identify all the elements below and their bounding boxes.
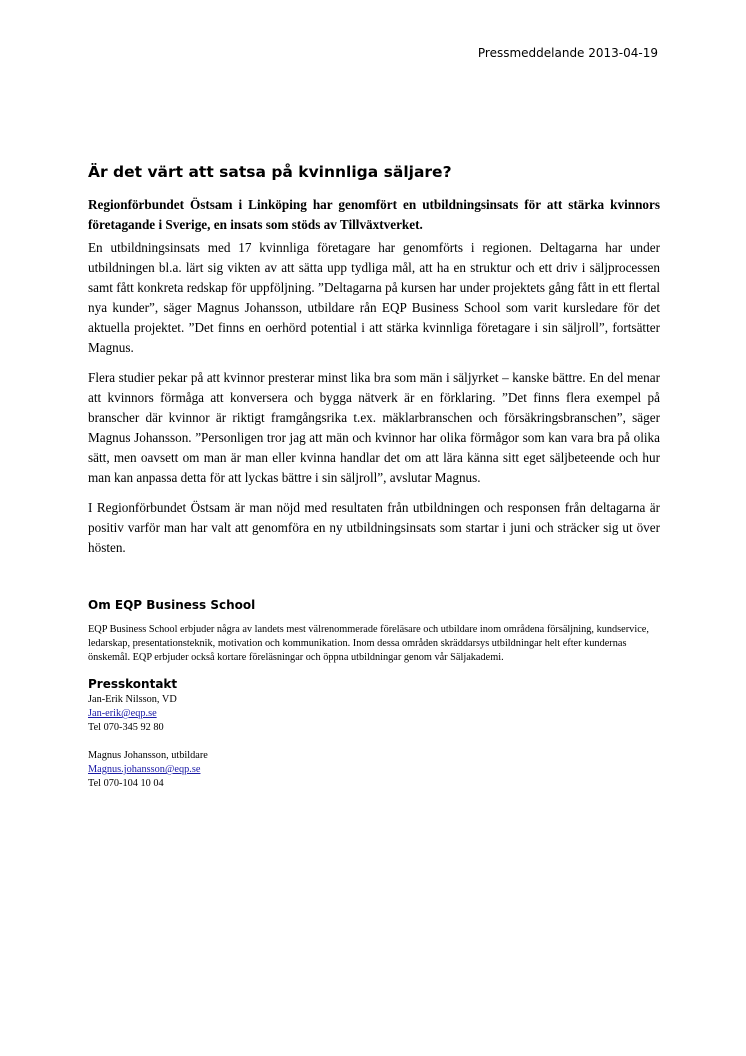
about-text: EQP Business School erbjuder några av landets mest välrenommerade föreläsare och utbildare inom områdena försäljning, kundservice, ledarskap, presentationsteknik, motivation och kommunikation. Inom dessa områden skräddarsys utbildningar helt efter kundernas önskemål. EQP erbjuder också kortare föreläsningar och öppna utbildningar genom vår Säljakademi. bbox=[88, 624, 649, 663]
paragraph-1: En utbildningsinsats med 17 kvinnliga företagare har genomförts i regionen. Deltagarna har under utbildningen bl.a. lärt sig vikten av att sätta upp tydliga mål, att ha en struktur och ett driv i säljprocessen samt fått konkreta redskap för uppföljning. ”Deltagarna på kursen har under projektets gång fått in ett flertal nya kunder”, säger Magnus Johansson, utbildare rån EQP Business School som varit kursledare för det aktuella projektet. ”Det finns en oerhörd potential i att stärka kvinnliga företagare i sin säljroll”, fortsätter Magnus. bbox=[88, 240, 660, 355]
contact-email-link[interactable]: Jan-erik@eqp.se bbox=[88, 708, 157, 719]
contact-phone: Tel 070-104 10 04 bbox=[88, 778, 164, 789]
headline: Är det värt att satsa på kvinnliga säljare? bbox=[88, 163, 452, 181]
ingress: Regionförbundet Östsam i Linköping har genomfört en utbildningsinsats för att stärka kvinnors företagande i Sverige, en insats som stöds av Tillväxtverket. bbox=[88, 197, 660, 232]
contact-name: Magnus Johansson, utbildare bbox=[88, 750, 208, 761]
article-body bbox=[88, 163, 660, 805]
contact-card bbox=[88, 749, 660, 791]
paragraph-3: I Regionförbundet Östsam är man nöjd med resultaten från utbildningen och responsen från deltagarna är positiv varför man har valt att genomföra en ny utbildningsinsats som startar i juni och sträcker sig ut över hösten. bbox=[88, 500, 660, 555]
paragraph-2: Flera studier pekar på att kvinnor presterar minst lika bra som män i säljyrket – kanske bättre. En del menar att kvinnors förmåga att konversera och bygga nätverk är en förklaring. ”Det finns flera exempel på branscher där kvinnor är riktigt framgångsrika t.ex. mäklarbranschen och försäkringsbranschen”, säger Magnus Johansson. ”Personligen tror jag att män och kvinnor har olika förmågor som kan vara bra på olika sätt, men oavsett om man är man eller kvinna handlar det om att lära känna sitt eget säljbeteende och hur man kan anpassa detta för att lyckas bättre i sin säljroll”, avslutar Magnus. bbox=[88, 370, 660, 485]
contact-phone: Tel 070-345 92 80 bbox=[88, 722, 164, 733]
contact-email-link[interactable]: Magnus.johansson@eqp.se bbox=[88, 764, 201, 775]
contact-card bbox=[88, 693, 660, 735]
dateline: Pressmeddelande 2013-04-19 bbox=[477, 46, 658, 60]
contact-name: Jan-Erik Nilsson, VD bbox=[88, 694, 177, 705]
press-contact-title: Presskontakt bbox=[88, 677, 178, 691]
about-title: Om EQP Business School bbox=[88, 598, 256, 612]
